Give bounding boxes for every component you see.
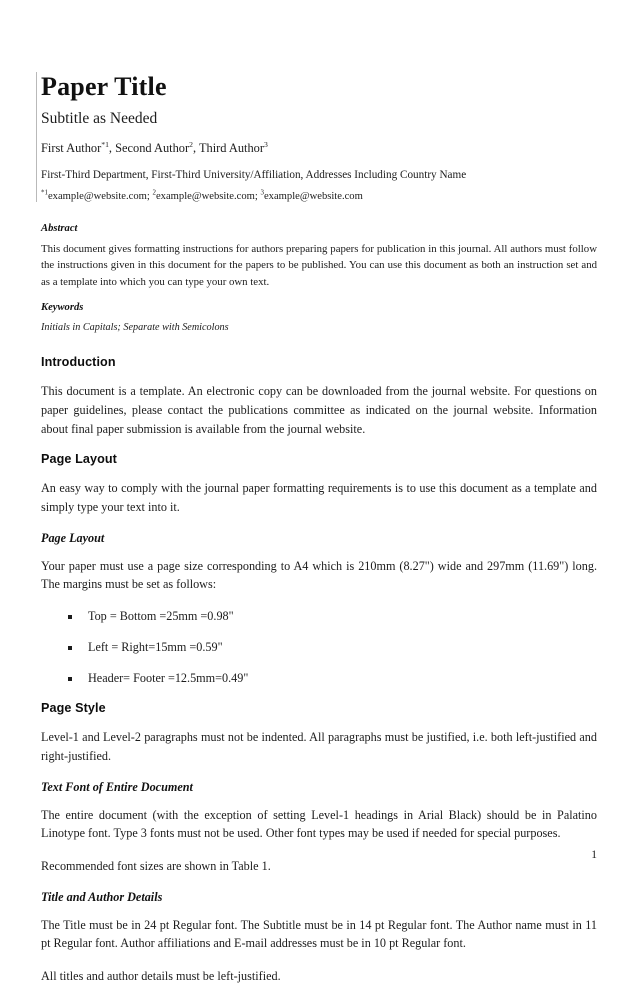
page-layout-margins-paragraph: Your paper must use a page size corresponding to A4 which is 210mm (8.27") wide and 297mm (11.69") long. The margins must be set as follows: [41, 558, 597, 592]
author-first-marks: *1 [101, 139, 109, 149]
authors-separator-1: , [108, 140, 116, 155]
page-number: 1 [591, 849, 597, 861]
introduction-paragraph: This document is a template. An electronic copy can be downloaded from the journal website. For questions on paper guidelines, please contact the publications committee as indicated on the journal website. Information about final paper submission is available from the journal website. [41, 384, 597, 436]
heading-introduction: Introduction [41, 355, 116, 370]
author-second-marks: 2 [189, 139, 193, 149]
list-item [41, 608, 597, 625]
text-font-paragraph: The entire document (with the exception of setting Level-1 headings in Arial Black) should be in Palatino Linotype font. Type 3 fonts must not be used. Other font types may be used if needed for special purposes. [41, 807, 597, 841]
keywords-text: Initials in Capitals; Separate with Semicolons [41, 322, 229, 334]
heading-page-layout: Page Layout [41, 452, 117, 467]
heading-page-style: Page Style [41, 701, 106, 716]
emails-line [41, 190, 597, 205]
page-style-paragraph: Level-1 and Level-2 paragraphs must not be indented. All paragraphs must be justified, i.e. both left-justified and right-justified. [41, 730, 597, 763]
document-content [41, 72, 597, 1000]
title-block-rule [36, 72, 37, 202]
title-block [41, 72, 597, 205]
list-item [41, 670, 597, 687]
page-layout-paragraph: An easy way to comply with the journal paper formatting requirements is to use this document as a template and simply type your text into it. [41, 481, 597, 515]
margin-settings-list [41, 608, 597, 687]
author-third: Third Author [198, 140, 264, 155]
subheading-text-font: Text Font of Entire Document [41, 779, 193, 794]
email-address-1: example@website.com; [47, 191, 153, 203]
email-address-2: example@website.com; [155, 191, 261, 203]
table-reference-paragraph: Recommended font sizes are shown in Table 1. [41, 858, 271, 873]
abstract-text: This document gives formatting instructions for authors preparing papers for publication in this journal. All authors must follow the instructions given in this document for the papers to be published. You can use this document as both an instruction set and as a template into which you can type your own text. [41, 242, 597, 288]
affiliation-line: First-Third Department, First-Third University/Affiliation, Addresses Including Country Name [41, 169, 467, 182]
page-subtitle: Subtitle as Needed [41, 110, 158, 128]
abstract-section [41, 223, 597, 336]
list-item-label: Top = Bottom =25mm =0.98" [88, 609, 234, 624]
authors-line [41, 140, 597, 157]
authors-separator-2: , [192, 140, 199, 155]
square-bullet-icon [68, 646, 72, 650]
author-first: First Author [41, 140, 102, 155]
list-item-label: Left = Right=15mm =0.59" [88, 640, 223, 655]
page-layout-section [41, 452, 597, 687]
abstract-heading: Abstract [41, 222, 78, 234]
subheading-page-layout: Page Layout [41, 530, 105, 545]
title-details-paragraph: The Title must be in 24 pt Regular font. The Subtitle must be in 14 pt Regular font. The Author name must in 11 pt Regular font. Author affiliations and E-mail addresses must be in 10 pt Regular font. [41, 917, 597, 951]
email-address-3: example@website.com [263, 191, 363, 203]
keywords-heading: Keywords [41, 302, 84, 314]
list-item-label: Header= Footer =12.5mm=0.49" [88, 671, 249, 686]
square-bullet-icon [68, 615, 72, 619]
page-title: Paper Title [41, 72, 167, 101]
email-mark-3: 3 [260, 188, 264, 197]
page-style-section [41, 701, 597, 985]
email-mark-2: 2 [152, 188, 156, 197]
subheading-title-author-details: Title and Author Details [41, 889, 163, 904]
author-third-marks: 3 [264, 139, 268, 149]
list-item [41, 639, 597, 656]
left-justified-paragraph: All titles and author details must be left-justified. [41, 968, 281, 983]
square-bullet-icon [68, 677, 72, 681]
email-mark-1: *1 [41, 188, 48, 197]
introduction-section [41, 355, 597, 438]
author-second: Second Author [115, 140, 190, 155]
